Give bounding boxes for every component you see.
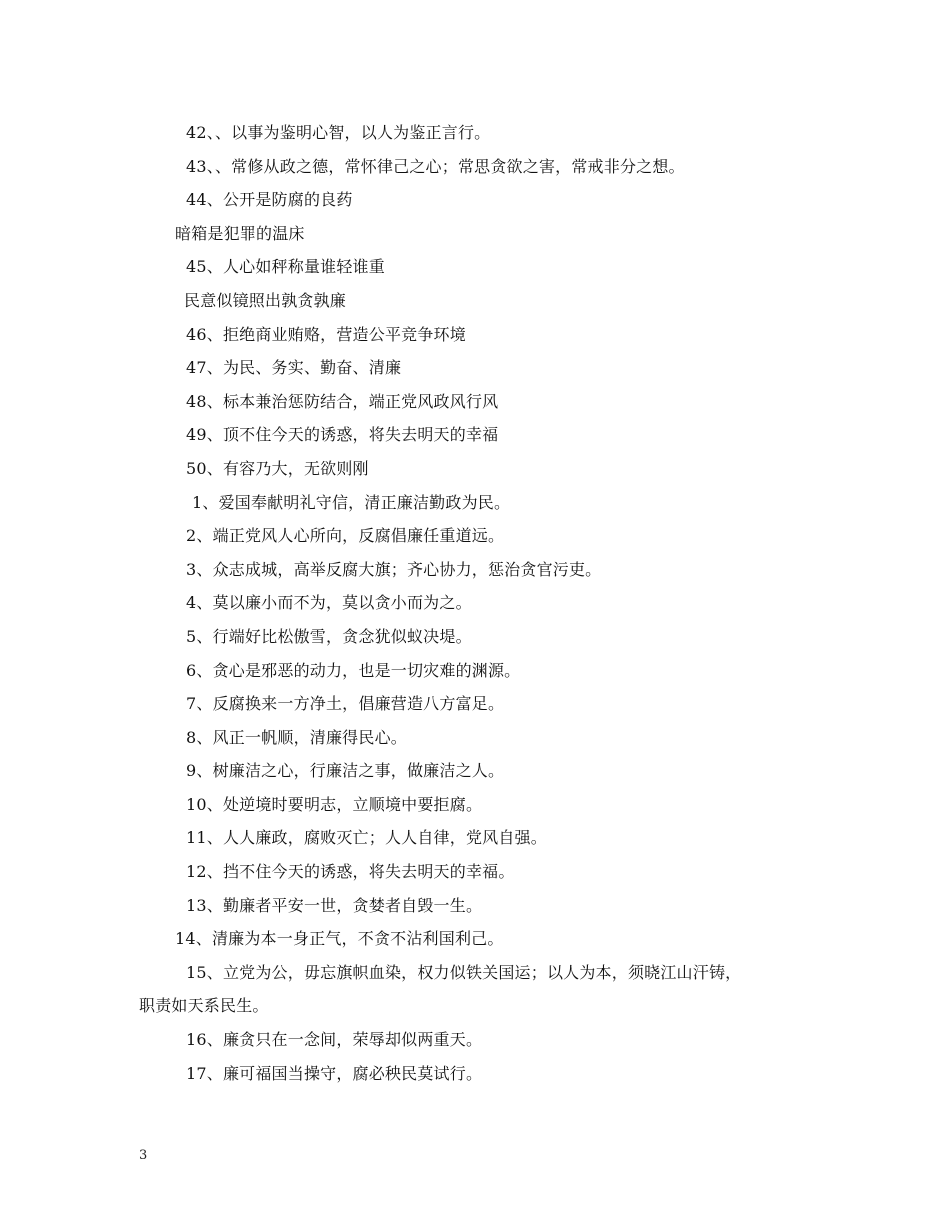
text-line: 44、公开是防腐的良药: [186, 190, 353, 210]
text-line: 15、立党为公，毋忘旗帜血染，权力似铁关国运；以人为本，须晓江山汗铸，: [186, 962, 742, 982]
text-line: 暗箱是犯罪的温床: [175, 223, 305, 243]
text-line: 7、反腐换来一方净土，倡廉营造八方富足。: [186, 694, 505, 714]
text-line: 47、为民、务实、勤奋、清廉: [186, 358, 402, 378]
text-line: 48、标本兼治惩防结合，端正党风政风行风: [186, 391, 499, 411]
text-line: 11、人人廉政，腐败灭亡；人人自律，党风自强。: [186, 828, 547, 848]
text-line: 8、风正一帆顺，清廉得民心。: [186, 727, 407, 747]
text-line: 49、顶不住今天的诱惑，将失去明天的幸福: [186, 425, 499, 445]
text-line: 42、、以事为鉴明心智，以人为鉴正言行。: [186, 123, 491, 142]
text-line: 12、挡不住今天的诱惑，将失去明天的幸福。: [186, 862, 515, 882]
text-line: 2、端正党风人心所向，反腐倡廉任重道远。: [186, 526, 505, 546]
text-line: 6、贪心是邪恶的动力，也是一切灾难的渊源。: [186, 660, 521, 680]
text-line: 民意似镜照出孰贪孰廉: [184, 290, 347, 310]
text-line: 4、莫以廉小而不为，莫以贪小而为之。: [186, 593, 472, 613]
text-line: 3、众志成城，高举反腐大旗；齐心协力，惩治贪官污吏。: [186, 559, 602, 579]
text-line: 14、清廉为本一身正气，不贪不沾利国利己。: [175, 929, 504, 949]
text-line: 50、有容乃大，无欲则刚: [186, 458, 369, 478]
text-line: 1、爱国奉献明礼守信，清正廉洁勤政为民。: [192, 492, 511, 512]
document-body: [0, 116, 950, 1090]
text-line: 10、处逆境时要明志，立顺境中要拒腐。: [186, 794, 483, 814]
text-line: 43、、常修从政之德，常怀律己之心；常思贪欲之害，常戒非分之想。: [186, 156, 685, 176]
text-line: 16、廉贪只在一念间，荣辱却似两重天。: [186, 1030, 483, 1050]
text-line: 职责如天系民生。: [139, 996, 269, 1016]
text-line: 17、廉可福国当操守，腐必秧民莫试行。: [186, 1063, 483, 1083]
text-line: 46、拒绝商业贿赂，营造公平竞争环境: [186, 324, 466, 344]
text-line: 5、行端好比松傲雪，贪念犹似蚁决堤。: [186, 626, 472, 646]
page-number: 3: [139, 1148, 148, 1163]
text-line: 9、树廉洁之心，行廉洁之事，做廉洁之人。: [186, 761, 505, 781]
text-line: 13、勤廉者平安一世，贪婪者自毁一生。: [186, 895, 483, 915]
text-line: 45、人心如秤称量谁轻谁重: [186, 257, 385, 277]
